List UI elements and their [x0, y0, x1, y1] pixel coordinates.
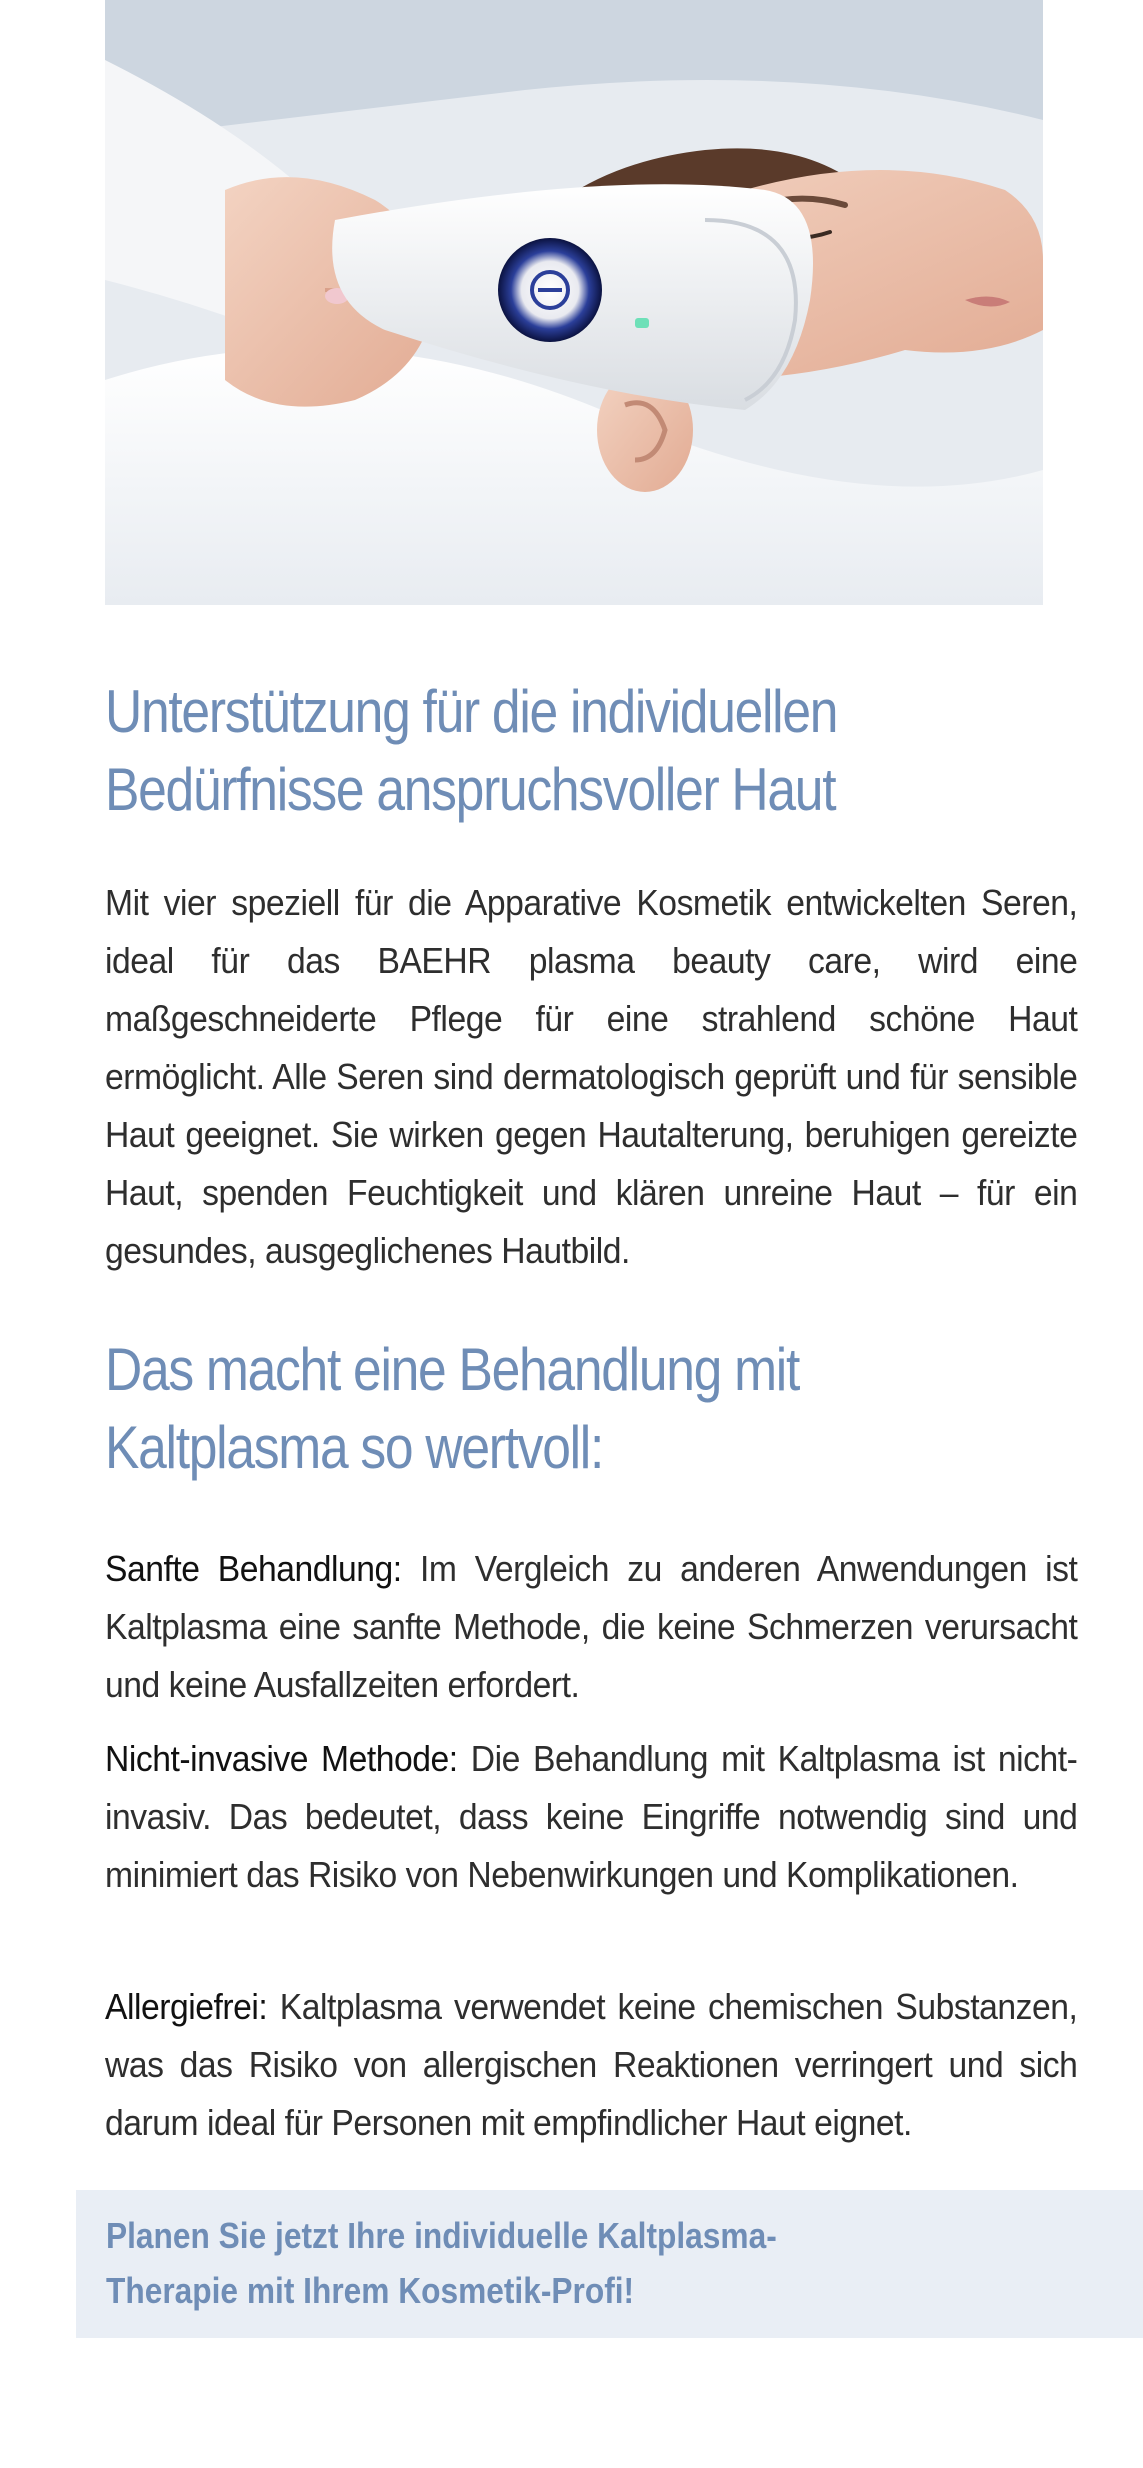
benefit-text: Im Vergleich zu anderen Anwendungen ist Kaltplasma eine sanfte Methode, die keine Schmerzen verursacht und keine Ausfallzeiten erfordert.	[105, 1548, 1078, 1705]
benefit-text: Die Behandlung mit Kaltplasma ist nicht-invasiv. Das bedeutet, dass keine Eingriffe notwendig sind und minimiert das Risiko von Nebenwirkungen und Komplikationen.	[105, 1738, 1078, 1895]
intro-paragraph: Mit vier speziell für die Apparative Kosmetik entwickelten Seren, ideal für das BAEHR plasma beauty care, wird eine maßgeschneiderte Pflege für eine strahlend schöne Haut ermöglicht. Alle Seren sind dermatologisch geprüft und für sensible Haut geeignet. Sie wirken gegen Hautalterung, beruhigen gereizte Haut, spenden Feuchtigkeit und klären unreine Haut – für ein gesundes, ausgeglichenes Hautbild.	[105, 882, 1078, 1271]
beauty-device-treatment-image	[105, 0, 1043, 605]
benefit-term: Sanfte Behandlung:	[105, 1548, 402, 1589]
call-to-action-text	[106, 2208, 986, 2318]
benefit-allergy-free	[105, 1978, 1077, 2152]
section-heading-support: Unterstützung für die individuellen Bedürfnisse anspruchsvoller Haut	[105, 678, 838, 823]
cta-line-2: Therapie mit Ihrem Kosmetik-Profi!	[106, 2270, 635, 2311]
call-to-action-box	[76, 2190, 1143, 2338]
benefit-gentle-treatment	[105, 1540, 1077, 1714]
benefit-term: Nicht-invasive Methode:	[105, 1738, 458, 1779]
benefit-text: Kaltplasma verwendet keine chemischen Substanzen, was das Risiko von allergischen Reaktionen verringert und sich darum ideal für Personen mit empfindlicher Haut eignet.	[105, 1986, 1078, 2143]
benefit-term: Allergiefrei:	[105, 1986, 268, 2027]
benefit-non-invasive	[105, 1730, 1077, 1904]
cta-line-1: Planen Sie jetzt Ihre individuelle Kaltplasma-	[106, 2215, 777, 2256]
section-heading-benefits: Das macht eine Behandlung mit Kaltplasma so wertvoll:	[105, 1336, 800, 1481]
hero-image	[105, 0, 1043, 605]
